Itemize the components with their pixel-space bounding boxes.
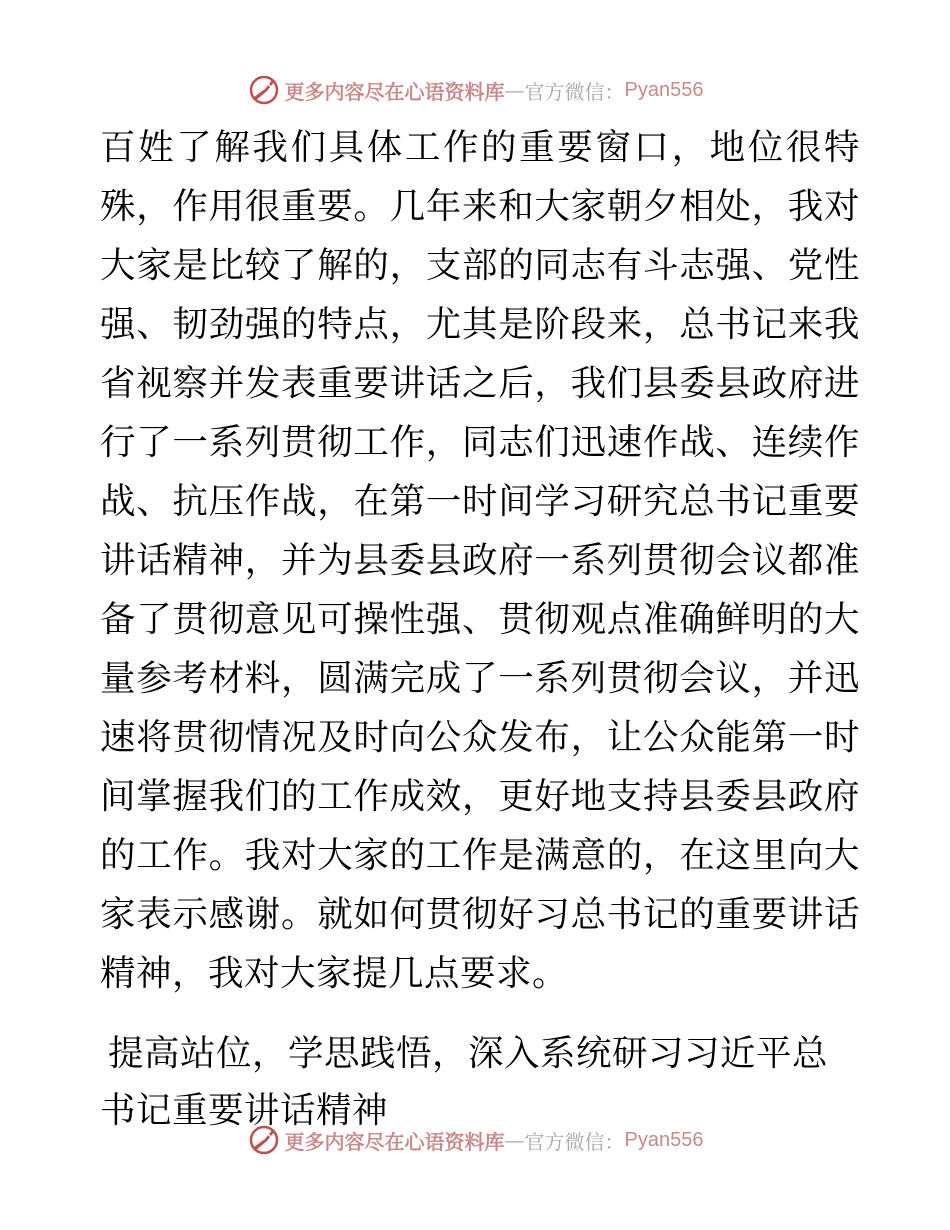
watermark-main-text: 更多内容尽在心语资料库 [284,79,505,104]
watermark-wechat-label: 官方微信： [524,79,625,104]
watermark-dash: — [504,1128,525,1152]
document-body [100,118,860,1139]
watermark-dash: — [504,78,525,102]
watermark-wechat-id: Pyan556 [624,1128,704,1151]
body-paragraph: 百姓了解我们具体工作的重要窗口，地位很特殊，作用很重要。几年来和大家朝夕相处，我对大家是比较了解的，支部的同志有斗志强、党性强、韧劲强的特点，尤其是阶段来，总书记来我省视察并发表重要讲话之后，我们县委县政府进行了一系列贯彻工作，同志们迅速作战、连续作战、抗压作战，在第一时间学习研究总书记重要讲话精神，并为县委县政府一系列贯彻会议都准备了贯彻意见可操性强、贯彻观点准确鲜明的大量参考材料，圆满完成了一系列贯彻会议，并迅速将贯彻情况及时向公众发布，让公众能第一时间掌握我们的工作成效，更好地支持县委县政府的工作。我对大家的工作是满意的，在这里向大家表示感谢。就如何贯彻好习总书记的重要讲话精神，我对大家提几点要求。 [100,127,860,994]
pen-nib-logo-icon [247,73,281,107]
watermark-wechat-label: 官方微信： [524,1129,625,1154]
footer-watermark [0,1120,950,1160]
watermark-main-text: 更多内容尽在心语资料库 [284,1129,505,1154]
watermark-wechat-id: Pyan556 [624,78,704,101]
section-heading: 提高站位，学思践悟，深入系统研习习近平总书记重要讲话精神 [100,1033,829,1131]
pen-nib-logo-icon [247,1123,281,1157]
header-watermark [0,70,950,110]
